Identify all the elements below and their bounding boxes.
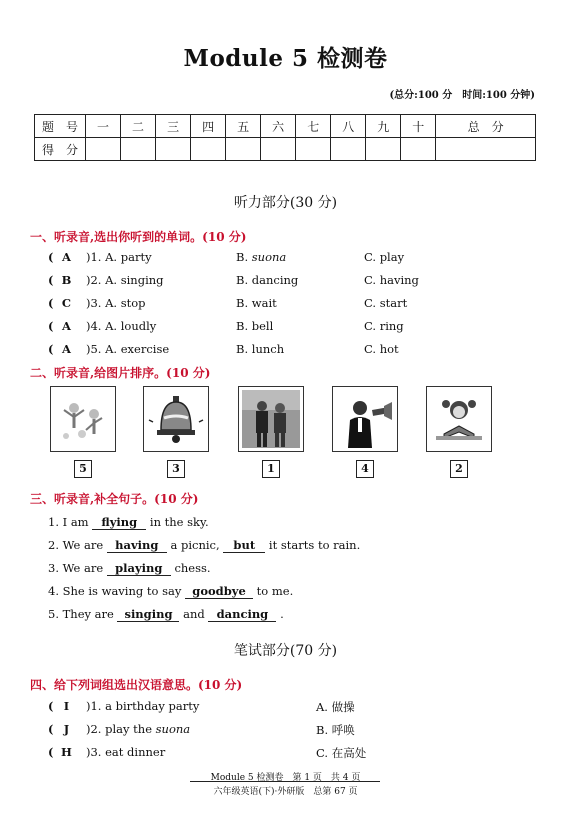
score-cell: 总 分 — [436, 115, 536, 138]
score-entry[interactable] — [86, 138, 121, 161]
score-cell: 五 — [226, 115, 261, 138]
option-c: C. play — [364, 250, 405, 264]
sentence-text: it starts to rain. — [265, 538, 361, 552]
score-note: (总分:100 分 时间:100 分钟) — [389, 90, 535, 101]
sentence-5 — [48, 607, 284, 622]
score-table — [34, 114, 536, 161]
option-b — [236, 250, 286, 264]
phrase-text: )1. a birthday party — [86, 699, 200, 713]
meaning-option: A. 做操 — [316, 700, 355, 714]
sentence-text: 3. We are — [48, 561, 107, 575]
score-cell: 七 — [296, 115, 331, 138]
footer-divider — [190, 781, 380, 782]
sentence-1 — [48, 515, 209, 530]
listening-section-title: 听力部分(30 分) — [233, 195, 338, 211]
sentence-4 — [48, 584, 293, 599]
score-cell: 四 — [191, 115, 226, 138]
picture-bell — [143, 386, 209, 452]
picture-exercise — [50, 386, 116, 452]
answer-blank[interactable]: flying — [92, 515, 146, 530]
answer[interactable]: H — [61, 745, 72, 759]
writing-section-title: 笔试部分(70 分) — [233, 643, 338, 659]
girl-reading-icon — [430, 390, 488, 448]
option-a: )4. A. loudly — [86, 319, 157, 333]
score-entry[interactable] — [156, 138, 191, 161]
answer-blank[interactable]: singing — [117, 607, 179, 622]
sentence-text: 5. They are — [48, 607, 118, 621]
phrase-row: ( J )2. play the suona — [48, 722, 191, 736]
option-a: )1. A. party — [86, 250, 152, 264]
answer[interactable]: I — [63, 699, 70, 713]
option-b: B. lunch — [236, 342, 285, 356]
footer-book-info: 六年级英语(下)·外研版 总第 67 页 — [213, 787, 358, 797]
sentence-text: in the sky. — [146, 515, 209, 529]
part1-heading: 一、听录音,选出你听到的单词。(10 分) — [30, 230, 247, 244]
part4-heading: 四、给下列词组选出汉语意思。(10 分) — [30, 678, 243, 692]
score-entry[interactable] — [436, 138, 536, 161]
answer[interactable]: J — [63, 722, 70, 736]
sentence-3 — [48, 561, 211, 576]
score-entry[interactable] — [226, 138, 261, 161]
phrase-text-prefix: )2. play the — [86, 722, 156, 736]
score-cell: 十 — [401, 115, 436, 138]
sentence-text: . — [276, 607, 284, 621]
sentence-text: 2. We are — [48, 538, 107, 552]
phrase-text: )3. eat dinner — [86, 745, 166, 759]
man-shouting-icon — [336, 390, 394, 448]
score-entry[interactable] — [401, 138, 436, 161]
answer[interactable]: A — [61, 250, 71, 264]
meaning-option: C. 在高处 — [316, 746, 367, 760]
picture-man-shouting — [332, 386, 398, 452]
phrase-text-italic: suona — [155, 722, 191, 736]
phrase-row: ( I )1. a birthday party — [48, 699, 200, 713]
score-cell: 九 — [366, 115, 401, 138]
sentence-text: and — [179, 607, 209, 621]
score-entry[interactable] — [121, 138, 156, 161]
sentence-text: to me. — [253, 584, 294, 598]
option-b-word: suona — [251, 250, 287, 264]
score-cell: 题 号 — [35, 115, 86, 138]
score-table-header-row — [35, 115, 536, 138]
picture-girl-reading — [426, 386, 492, 452]
answer[interactable]: A — [61, 342, 71, 356]
answer-blank[interactable]: having — [107, 538, 167, 553]
question-row: ( A )4. A. loudly — [48, 319, 157, 333]
score-cell: 六 — [261, 115, 296, 138]
score-entry[interactable] — [261, 138, 296, 161]
answer-blank[interactable]: goodbye — [185, 584, 253, 599]
score-entry[interactable] — [296, 138, 331, 161]
answer-blank[interactable]: dancing — [208, 607, 276, 622]
answer-blank[interactable]: but — [223, 538, 265, 553]
people-photo-icon — [242, 390, 300, 448]
sentence-text: 1. I am — [48, 515, 93, 529]
bell-icon — [147, 390, 205, 448]
score-entry[interactable] — [366, 138, 401, 161]
meaning-option: B. 呼唤 — [316, 723, 355, 737]
option-b: B. wait — [236, 296, 277, 310]
score-label-cell: 得 分 — [35, 138, 86, 161]
option-b: B. bell — [236, 319, 274, 333]
answer[interactable]: A — [61, 319, 71, 333]
question-row: ( A )1. A. party — [48, 250, 152, 264]
phrase-row: ( H )3. eat dinner — [48, 745, 166, 759]
question-row: ( C )3. A. stop — [48, 296, 146, 310]
option-a: )2. A. singing — [86, 273, 164, 287]
question-row: ( B )2. A. singing — [48, 273, 164, 287]
answer-blank[interactable]: playing — [107, 561, 171, 576]
score-entry[interactable] — [191, 138, 226, 161]
order-number[interactable]: 1 — [262, 460, 280, 478]
score-table-score-row — [35, 138, 536, 161]
option-a: )3. A. stop — [86, 296, 146, 310]
score-cell: 三 — [156, 115, 191, 138]
option-a: )5. A. exercise — [86, 342, 170, 356]
option-c: C. ring — [364, 319, 404, 333]
sentence-text: chess. — [170, 561, 211, 575]
order-number[interactable]: 4 — [356, 460, 374, 478]
sentence-2 — [48, 538, 360, 553]
score-cell: 八 — [331, 115, 366, 138]
picture-people — [238, 386, 304, 452]
option-c: C. hot — [364, 342, 399, 356]
option-c: C. having — [364, 273, 419, 287]
page-title: Module 5 检测卷 — [183, 45, 388, 72]
order-number[interactable]: 2 — [450, 460, 468, 478]
exercise-illustration-icon — [54, 390, 112, 448]
part2-heading: 二、听录音,给图片排序。(10 分) — [30, 366, 211, 380]
answer[interactable]: B — [61, 273, 72, 287]
option-b: B. dancing — [236, 273, 299, 287]
option-b-label: B. — [236, 250, 252, 264]
sentence-text: a picnic, — [166, 538, 224, 552]
option-c: C. start — [364, 296, 408, 310]
score-cell: 一 — [86, 115, 121, 138]
order-number[interactable]: 3 — [167, 460, 185, 478]
part3-heading: 三、听录音,补全句子。(10 分) — [30, 492, 199, 506]
question-row: ( A )5. A. exercise — [48, 342, 170, 356]
answer[interactable]: C — [61, 296, 72, 310]
footer-page-info: Module 5 检测卷 第 1 页 共 4 页 — [210, 773, 361, 783]
order-number[interactable]: 5 — [74, 460, 92, 478]
score-entry[interactable] — [331, 138, 366, 161]
sentence-text: 4. She is waving to say — [48, 584, 186, 598]
score-cell: 二 — [121, 115, 156, 138]
